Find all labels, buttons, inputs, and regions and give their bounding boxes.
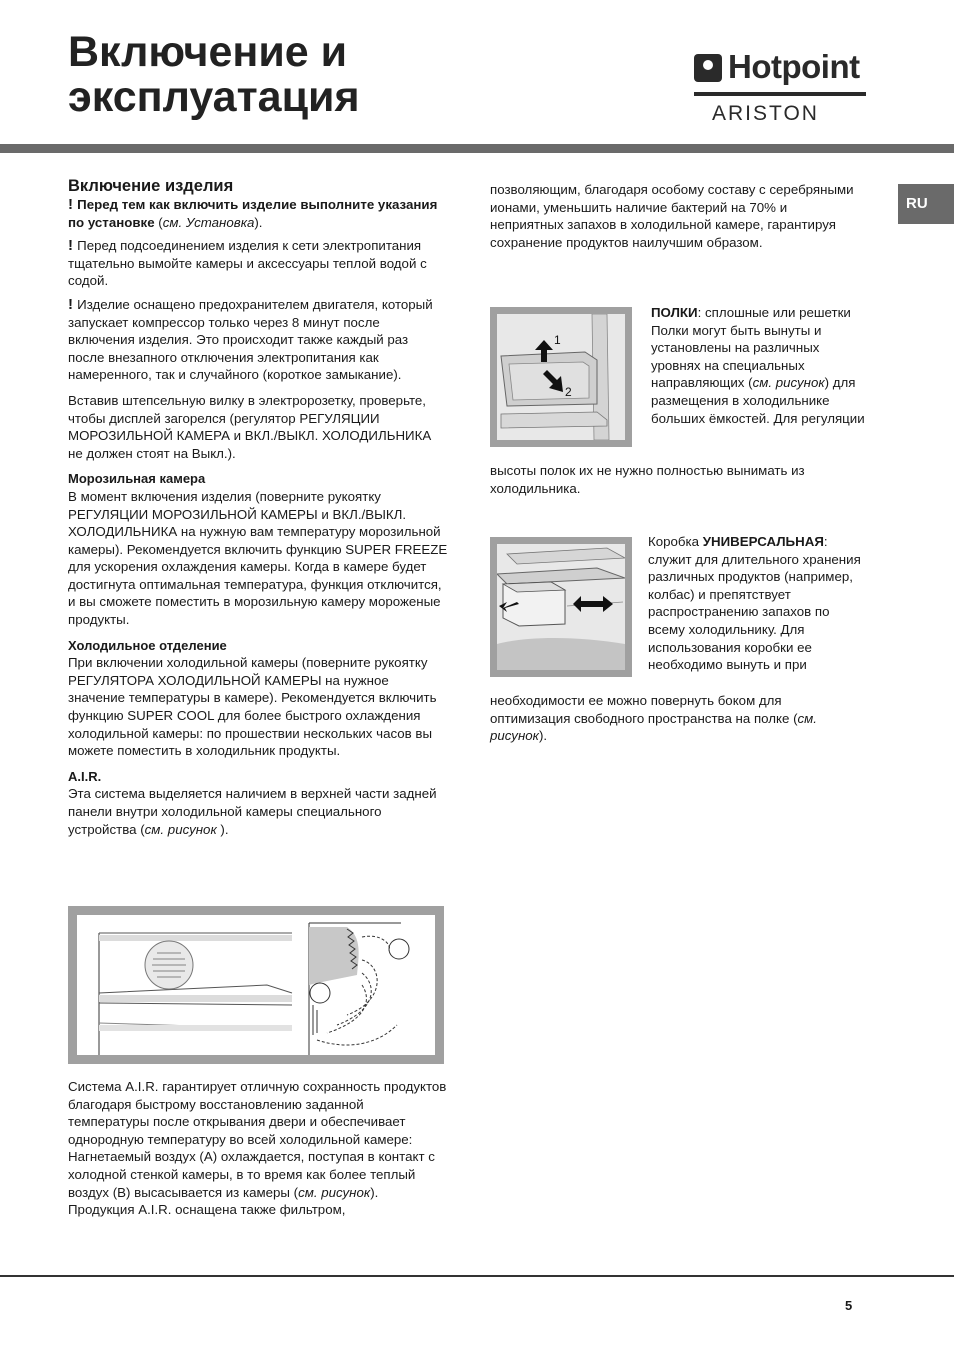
shelves-body: Полки могут быть вынуты и установлены на различных уровнях на специальных направляющих (см. рисунок) для размещения в холодильнике больших ёмкостей. Для регуляции xyxy=(651,322,865,426)
brand-logo xyxy=(694,50,868,126)
left-column xyxy=(68,176,448,838)
warning-2: ! Перед подсоединением изделия к сети электропитания тщательно вымойте камеры и аксессуары теплой водой с содой. xyxy=(68,237,427,289)
air-filter-text: Продукция A.I.R. оснащена также фильтром, xyxy=(68,1202,346,1218)
box-text xyxy=(648,533,866,674)
box-illustration xyxy=(497,544,625,670)
plug-paragraph: Вставив штепсельную вилку в электророзетку, проверьте, чтобы дисплей загорелся (регулятор РЕГУЛЯЦИИ МОРОЗИЛЬНОЙ КАМЕРА и ВКЛ./ВЫКЛ. ХОЛОДИЛЬНИКА не должен стоят на Выкл.). xyxy=(68,392,432,461)
box-continuation: необходимости ее можно повернуть боком для оптимизация свободного пространства на полке (см. рисунок). xyxy=(490,693,817,744)
fridge-heading: Холодильное отделение xyxy=(68,637,227,653)
logo-sub: ARISTON xyxy=(712,102,819,125)
section-heading: Включение изделия xyxy=(68,177,234,195)
shelf-label-2: 2 xyxy=(565,385,572,399)
shelves-text xyxy=(651,304,865,427)
air-description xyxy=(68,1078,448,1219)
air-illustration xyxy=(77,915,435,1055)
shelves-continuation: высоты полок их не нужно полностью вынимать из холодильника. xyxy=(490,463,805,496)
air-figure xyxy=(68,906,444,1064)
shelf-figure xyxy=(490,307,632,447)
box-figure xyxy=(490,537,632,677)
shelf-label-1: 1 xyxy=(554,333,561,347)
air-heading: A.I.R. xyxy=(68,768,102,784)
logo-mark-icon xyxy=(694,54,722,82)
page-title xyxy=(68,30,360,120)
filter-continuation: позволяющим, благодаря особому составу с серебряными ионами, уменьшить наличие бактерий на 70% и неприятных запахов в холодильной камере, гарантируя сохранение продуктов наилучшим образом. xyxy=(490,182,854,250)
box-body: Коробка УНИВЕРСАЛЬНАЯ: служит для длительного хранения различных продуктов (например, колбас) и препятствует распространению запахов по всему холодильнику. Для использования коробки ее необходимо вынуть и при xyxy=(648,534,861,673)
shelf-illustration xyxy=(497,314,625,440)
logo-divider xyxy=(694,92,866,96)
language-tab: RU xyxy=(898,184,954,224)
warning-1: ! Перед тем как включить изделие выполните указания по установке (см. Установка). xyxy=(68,196,438,230)
shelves-title: ПОЛКИ: сплошные или решетки xyxy=(651,305,851,320)
air-text: Эта система выделяется наличием в верхней части задней панели внутри холодильной камеры специального устройства (см. рисунок ). xyxy=(68,786,437,837)
air-desc-text: Система A.I.R. гарантирует отличную сохранность продуктов благодаря быстрому восстановлению заданной температуры после открывания двери и обеспечивает однородную температуру во всей холодильной камере: Нагнетаемый воздух (A) охлаждается, поступая в контакт с холодной стенкой камеры, в то время как более теплый воздух (B) высасывается из камеры (см. рисунок). xyxy=(68,1079,447,1200)
logo-brand: Hotpoint xyxy=(728,48,860,85)
fridge-text: При включении холодильной камеры (поверните рукоятку РЕГУЛЯТОРА ХОЛОДИЛЬНОЙ КАМЕРЫ на нужное значение температуры в камере). Рекомендуется включить функцию SUPER COOL для более быстрого охлаждения холодильной камеры: по прошествии нескольких часов вы можете поместить в холодильник продукты. xyxy=(68,655,437,759)
footer-divider xyxy=(0,1275,954,1277)
freezer-text: В момент включения изделия (поверните рукоятку РЕГУЛЯЦИИ МОРОЗИЛЬНОЙ КАМЕРЫ и ВКЛ./ВЫКЛ. ХОЛОДИЛЬНИКА на нужную вам температуру морозильной камеры). Рекомендуется включить функцию SUPER FREEZE для ускорения охлаждения камеры. Когда в камере будет достигнута оптимальная температура, функция отключится, и вы сможете поместить в морозильную камеру мороженые продукты. xyxy=(68,488,448,628)
page-title-line2: эксплуатация xyxy=(68,73,360,121)
freezer-heading: Морозильная камера xyxy=(68,471,206,487)
warning-3: ! Изделие оснащено предохранителем двигателя, который запускает компрессор только через 8 минут после включения изделия. Это происходит также каждый раз после внезапного отключения электропитания как намеренного, так и случайного (короткое замыкание). xyxy=(68,295,433,383)
header-bar xyxy=(0,144,954,153)
page-title-line1: Включение и xyxy=(68,28,348,76)
page-number: 5 xyxy=(845,1298,853,1313)
